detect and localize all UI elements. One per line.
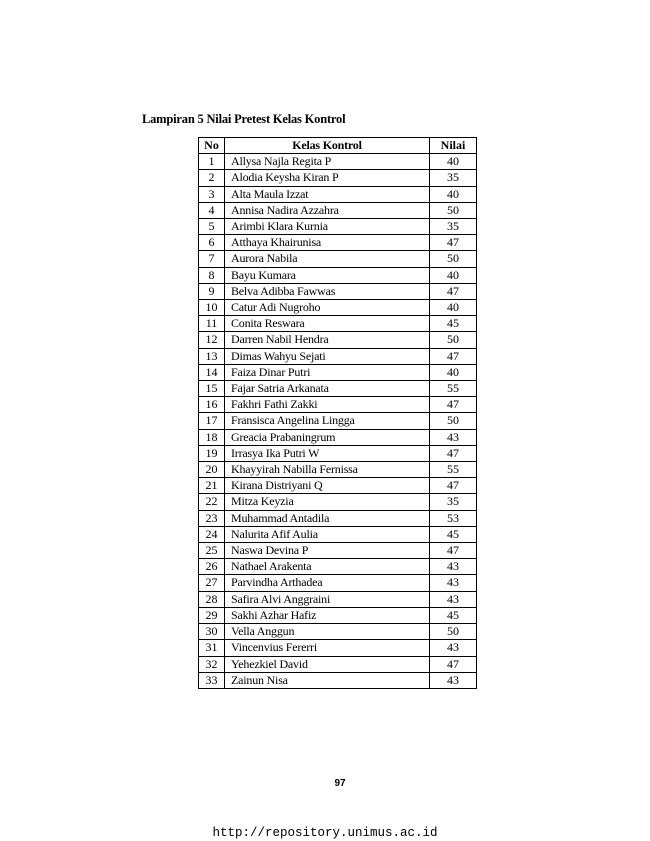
score-value: 43 [430, 559, 477, 575]
score-value: 35 [430, 170, 477, 186]
row-number: 13 [199, 348, 225, 364]
table-row [199, 624, 477, 640]
student-name: Fajar Satria Arkanata [225, 381, 430, 397]
row-number: 2 [199, 170, 225, 186]
table-row [199, 543, 477, 559]
table-row [199, 397, 477, 413]
score-value: 43 [430, 429, 477, 445]
student-name: Muhammad Antadila [225, 510, 430, 526]
row-number: 27 [199, 575, 225, 591]
score-value: 45 [430, 526, 477, 542]
score-value: 47 [430, 478, 477, 494]
score-value: 35 [430, 219, 477, 235]
table-row [199, 332, 477, 348]
table-row [199, 559, 477, 575]
score-value: 47 [430, 543, 477, 559]
student-name: Vella Anggun [225, 624, 430, 640]
table-row [199, 478, 477, 494]
score-value: 40 [430, 186, 477, 202]
table-row [199, 462, 477, 478]
row-number: 31 [199, 640, 225, 656]
student-name: Alodia Keysha Kiran P [225, 170, 430, 186]
row-number: 29 [199, 607, 225, 623]
student-name: Annisa Nadira Azzahra [225, 202, 430, 218]
student-name: Safira Alvi Anggraini [225, 591, 430, 607]
table-header-row [199, 138, 477, 154]
score-value: 43 [430, 575, 477, 591]
table-row [199, 300, 477, 316]
table-row [199, 575, 477, 591]
table-row [199, 656, 477, 672]
row-number: 25 [199, 543, 225, 559]
row-number: 8 [199, 267, 225, 283]
score-value: 50 [430, 413, 477, 429]
score-value: 45 [430, 607, 477, 623]
row-number: 28 [199, 591, 225, 607]
score-value: 47 [430, 397, 477, 413]
score-value: 50 [430, 202, 477, 218]
student-name: Nalurita Afif Aulia [225, 526, 430, 542]
student-name: Dimas Wahyu Sejati [225, 348, 430, 364]
student-name: Khayyirah Nabilla Fernissa [225, 462, 430, 478]
score-value: 40 [430, 364, 477, 380]
student-name: Sakhi Azhar Hafiz [225, 607, 430, 623]
student-name: Allysa Najla Regita P [225, 154, 430, 170]
table-row [199, 251, 477, 267]
row-number: 1 [199, 154, 225, 170]
table-row [199, 235, 477, 251]
score-value: 40 [430, 267, 477, 283]
student-name: Yehezkiel David [225, 656, 430, 672]
student-name: Mitza Keyzia [225, 494, 430, 510]
student-name: Alta Maula Izzat [225, 186, 430, 202]
row-number: 22 [199, 494, 225, 510]
table-row [199, 429, 477, 445]
score-value: 40 [430, 300, 477, 316]
student-name: Parvindha Arthadea [225, 575, 430, 591]
score-value: 55 [430, 381, 477, 397]
row-number: 10 [199, 300, 225, 316]
row-number: 33 [199, 672, 225, 688]
row-number: 20 [199, 462, 225, 478]
row-number: 19 [199, 445, 225, 461]
table-row [199, 640, 477, 656]
student-name: Arimbi Klara Kurnia [225, 219, 430, 235]
table-row [199, 186, 477, 202]
table-row [199, 381, 477, 397]
row-number: 12 [199, 332, 225, 348]
score-value: 47 [430, 283, 477, 299]
score-value: 47 [430, 445, 477, 461]
score-value: 40 [430, 154, 477, 170]
student-name: Aurora Nabila [225, 251, 430, 267]
student-name: Darren Nabil Hendra [225, 332, 430, 348]
student-name: Zainun Nisa [225, 672, 430, 688]
row-number: 18 [199, 429, 225, 445]
score-value: 43 [430, 640, 477, 656]
header-no: No [199, 138, 225, 154]
table-row [199, 672, 477, 688]
row-number: 7 [199, 251, 225, 267]
table-row [199, 219, 477, 235]
table-row [199, 607, 477, 623]
student-name: Catur Adi Nugroho [225, 300, 430, 316]
table-row [199, 154, 477, 170]
table-row [199, 494, 477, 510]
row-number: 6 [199, 235, 225, 251]
student-name: Irrasya Ika Putri W [225, 445, 430, 461]
student-name: Atthaya Khairunisa [225, 235, 430, 251]
score-value: 47 [430, 348, 477, 364]
table-row [199, 445, 477, 461]
row-number: 32 [199, 656, 225, 672]
header-name: Kelas Kontrol [225, 138, 430, 154]
table-row [199, 348, 477, 364]
table-row [199, 170, 477, 186]
row-number: 30 [199, 624, 225, 640]
student-name: Naswa Devina P [225, 543, 430, 559]
page-number: 97 [334, 778, 346, 789]
score-value: 55 [430, 462, 477, 478]
row-number: 26 [199, 559, 225, 575]
row-number: 23 [199, 510, 225, 526]
footer-url: http://repository.unimus.ac.id [212, 826, 438, 840]
row-number: 4 [199, 202, 225, 218]
header-score: Nilai [430, 138, 477, 154]
row-number: 5 [199, 219, 225, 235]
table-body [199, 154, 477, 689]
student-name: Fakhri Fathi Zakki [225, 397, 430, 413]
table-row [199, 526, 477, 542]
student-name: Greacia Prabaningrum [225, 429, 430, 445]
table-row [199, 316, 477, 332]
student-name: Kirana Distriyani Q [225, 478, 430, 494]
student-name: Bayu Kumara [225, 267, 430, 283]
row-number: 3 [199, 186, 225, 202]
score-value: 45 [430, 316, 477, 332]
row-number: 15 [199, 381, 225, 397]
table-row [199, 283, 477, 299]
row-number: 17 [199, 413, 225, 429]
row-number: 24 [199, 526, 225, 542]
row-number: 16 [199, 397, 225, 413]
score-value: 50 [430, 251, 477, 267]
score-value: 47 [430, 235, 477, 251]
table-row [199, 202, 477, 218]
table-row [199, 364, 477, 380]
score-value: 35 [430, 494, 477, 510]
score-value: 50 [430, 332, 477, 348]
score-value: 50 [430, 624, 477, 640]
score-value: 43 [430, 672, 477, 688]
row-number: 14 [199, 364, 225, 380]
row-number: 21 [199, 478, 225, 494]
table-row [199, 510, 477, 526]
table-row [199, 267, 477, 283]
score-value: 53 [430, 510, 477, 526]
score-table [198, 137, 477, 689]
student-name: Faiza Dinar Putri [225, 364, 430, 380]
row-number: 11 [199, 316, 225, 332]
table-row [199, 591, 477, 607]
row-number: 9 [199, 283, 225, 299]
document-title: Lampiran 5 Nilai Pretest Kelas Kontrol [142, 112, 346, 126]
score-value: 47 [430, 656, 477, 672]
student-name: Vincenvius Fererri [225, 640, 430, 656]
student-name: Belva Adibba Fawwas [225, 283, 430, 299]
score-value: 43 [430, 591, 477, 607]
student-name: Nathael Arakenta [225, 559, 430, 575]
student-name: Fransisca Angelina Lingga [225, 413, 430, 429]
table-row [199, 413, 477, 429]
student-name: Conita Reswara [225, 316, 430, 332]
